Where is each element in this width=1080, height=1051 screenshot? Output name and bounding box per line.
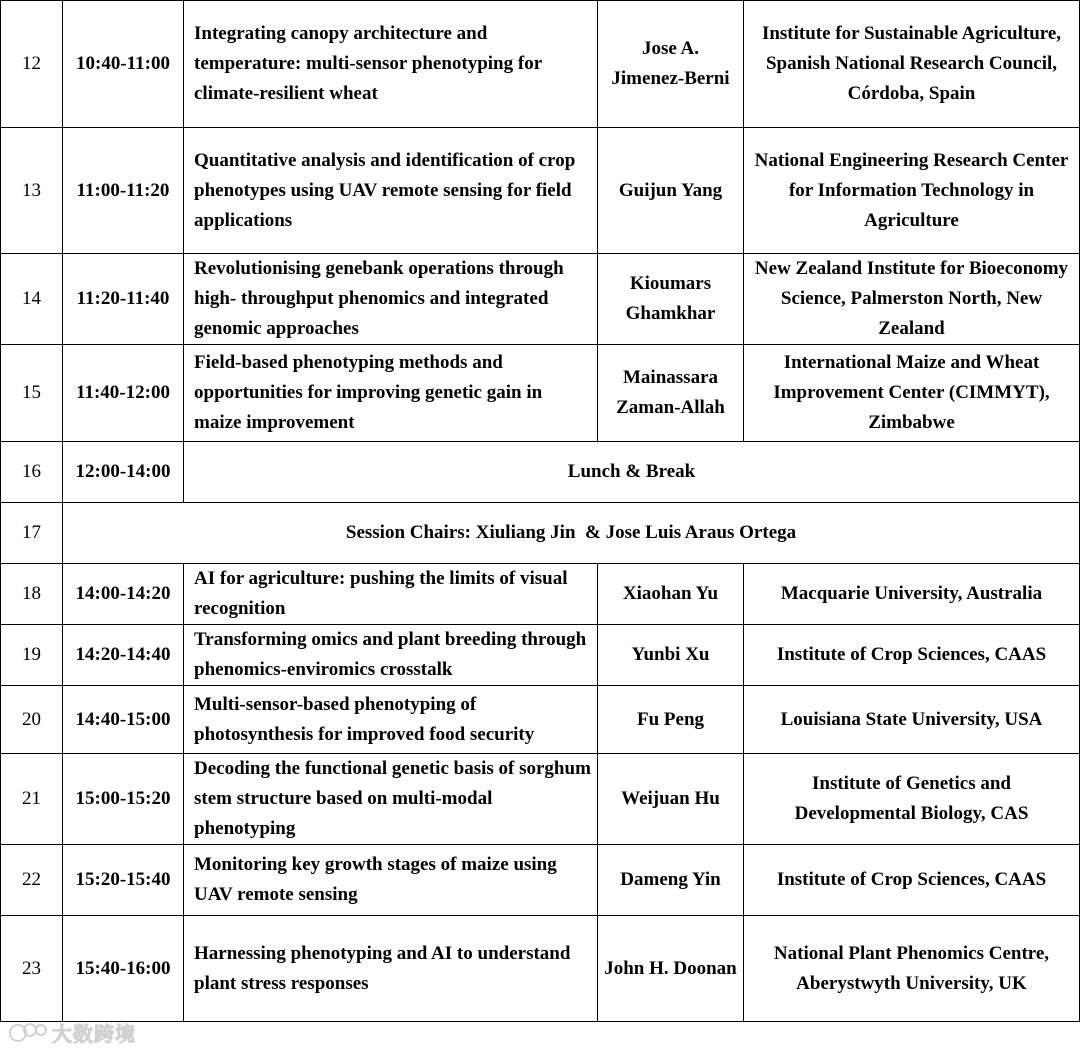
affiliation: Macquarie University, Australia [744, 564, 1080, 625]
speaker-name: Kioumars Ghamkhar [598, 254, 744, 345]
row-number: 16 [1, 442, 63, 503]
talk-title: Transforming omics and plant breeding through phenomics-enviromics crosstalk [184, 625, 598, 686]
affiliation: Institute of Crop Sciences, CAAS [744, 845, 1080, 916]
row-number: 23 [1, 916, 63, 1022]
talk-title: Monitoring key growth stages of maize using UAV remote sensing [184, 845, 598, 916]
row-number: 13 [1, 128, 63, 254]
time-slot: 11:20-11:40 [63, 254, 184, 345]
row-number: 21 [1, 754, 63, 845]
time-slot: 10:40-11:00 [63, 1, 184, 128]
affiliation: International Maize and Wheat Improvement Center (CIMMYT), Zimbabwe [744, 345, 1080, 442]
affiliation: Institute of Crop Sciences, CAAS [744, 625, 1080, 686]
table-row [1, 564, 1080, 625]
watermark-logo-icon [8, 1021, 48, 1045]
time-slot: 11:40-12:00 [63, 345, 184, 442]
table-row [1, 254, 1080, 345]
affiliation: National Plant Phenomics Centre, Aberystwyth University, UK [744, 916, 1080, 1022]
talk-title: Field-based phenotyping methods and opportunities for improving genetic gain in maize improvement [184, 345, 598, 442]
time-slot: 15:00-15:20 [63, 754, 184, 845]
affiliation: Louisiana State University, USA [744, 686, 1080, 754]
table-row [1, 625, 1080, 686]
affiliation: Institute for Sustainable Agriculture, Spanish National Research Council, Córdoba, Spain [744, 1, 1080, 128]
talk-title: Multi-sensor-based phenotyping of photosynthesis for improved food security [184, 686, 598, 754]
time-slot: 15:20-15:40 [63, 845, 184, 916]
speaker-name: Dameng Yin [598, 845, 744, 916]
row-number: 18 [1, 564, 63, 625]
time-slot: 14:20-14:40 [63, 625, 184, 686]
table-row [1, 845, 1080, 916]
table-row [1, 754, 1080, 845]
table-row [1, 128, 1080, 254]
talk-title: Integrating canopy architecture and temperature: multi-sensor phenotyping for climate-resilient wheat [184, 1, 598, 128]
affiliation: New Zealand Institute for Bioeconomy Science, Palmerston North, New Zealand [744, 254, 1080, 345]
speaker-name: Jose A. Jimenez-Berni [598, 1, 744, 128]
time-slot: 12:00-14:00 [63, 442, 184, 503]
row-number: 20 [1, 686, 63, 754]
row-number: 22 [1, 845, 63, 916]
time-slot: 14:00-14:20 [63, 564, 184, 625]
session-chairs: Session Chairs: Xiuliang Jin & Jose Luis Araus Ortega [63, 503, 1080, 564]
affiliation: Institute of Genetics and Developmental Biology, CAS [744, 754, 1080, 845]
time-slot: 14:40-15:00 [63, 686, 184, 754]
row-number: 19 [1, 625, 63, 686]
table-row [1, 1, 1080, 128]
break-label: Lunch & Break [184, 442, 1080, 503]
time-slot: 11:00-11:20 [63, 128, 184, 254]
time-slot: 15:40-16:00 [63, 916, 184, 1022]
talk-title: Quantitative analysis and identification of crop phenotypes using UAV remote sensing for field applications [184, 128, 598, 254]
table-row [1, 345, 1080, 442]
row-number: 17 [1, 503, 63, 564]
row-number: 12 [1, 1, 63, 128]
talk-title: Harnessing phenotyping and AI to understand plant stress responses [184, 916, 598, 1022]
speaker-name: Guijun Yang [598, 128, 744, 254]
talk-title: AI for agriculture: pushing the limits of visual recognition [184, 564, 598, 625]
speaker-name: Weijuan Hu [598, 754, 744, 845]
talk-title: Decoding the functional genetic basis of sorghum stem structure based on multi-modal phenotyping [184, 754, 598, 845]
table-row [1, 686, 1080, 754]
table-row [1, 916, 1080, 1022]
break-row [1, 442, 1080, 503]
affiliation: National Engineering Research Center for Information Technology in Agriculture [744, 128, 1080, 254]
row-number: 14 [1, 254, 63, 345]
speaker-name: Mainassara Zaman-Allah [598, 345, 744, 442]
speaker-name: Xiaohan Yu [598, 564, 744, 625]
watermark [8, 1018, 136, 1047]
speaker-name: Yunbi Xu [598, 625, 744, 686]
session-row [1, 503, 1080, 564]
watermark-text: 大数跨境 [52, 1022, 136, 1046]
row-number: 15 [1, 345, 63, 442]
speaker-name: Fu Peng [598, 686, 744, 754]
speaker-name: John H. Doonan [598, 916, 744, 1022]
talk-title: Revolutionising genebank operations through high- throughput phenomics and integrated genomic approaches [184, 254, 598, 345]
